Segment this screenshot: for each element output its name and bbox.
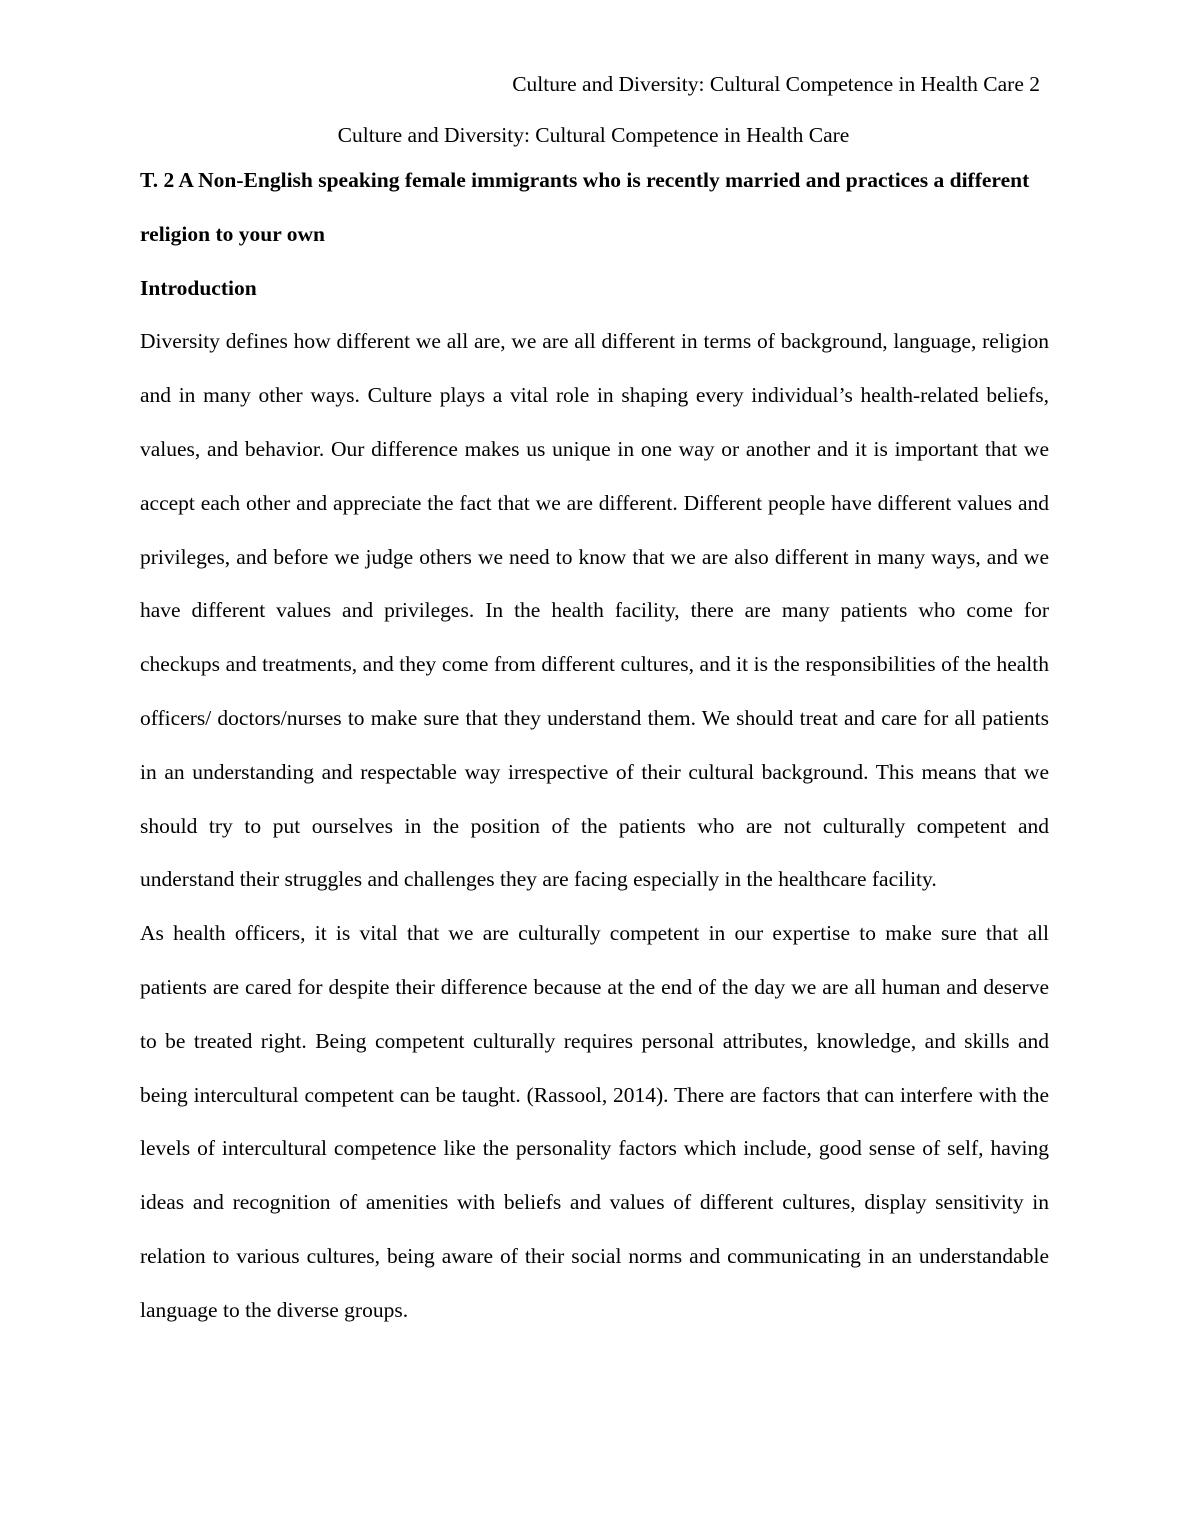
document-title: Culture and Diversity: Cultural Competence in Health Care bbox=[337, 123, 850, 147]
paragraph-2: As health officers, it is vital that we are culturally competent in our expertise to make sure that all patients are cared for despite their difference because at the end of the day we are all human and deserve to be treated right. Being competent culturally requires personal attributes, knowledge, and skills and being intercultural competent can be taught. (Rassool, 2014). There are factors that can interfere with the levels of intercultural competence like the personality factors which include, good sense of self, having ideas and recognition of amenities with beliefs and values of different cultures, display sensitivity in relation to various cultures, being aware of their social norms and communicating in an understandable language to the diverse groups. bbox=[140, 921, 1049, 1322]
running-head: Culture and Diversity: Cultural Competence in Health Care 2 bbox=[512, 72, 1040, 96]
section-heading-introduction: Introduction bbox=[140, 275, 257, 300]
paragraph-1: Diversity defines how different we all are, we are all different in terms of background, language, religion and in many other ways. Culture plays a vital role in shaping every individual’s health-related beliefs, values, and behavior. Our difference makes us unique in one way or another and it is important that we accept each other and appreciate the fact that we are different. Different people have different values and privileges, and before we judge others we need to know that we are also different in many ways, and we have different values and privileges. In the health facility, there are many patients who come for checkups and treatments, and they come from different cultures, and it is the responsibilities of the health officers/ doctors/nurses to make sure that they understand them. We should treat and care for all patients in an understanding and respectable way irrespective of their cultural background. This means that we should try to put ourselves in the position of the patients who are not culturally competent and understand their struggles and challenges they are facing especially in the healthcare facility. bbox=[140, 329, 1049, 892]
document-body bbox=[140, 119, 1049, 1338]
task-heading: T. 2 A Non-English speaking female immigrants who is recently married and practices a different religion to your own bbox=[140, 168, 1030, 246]
